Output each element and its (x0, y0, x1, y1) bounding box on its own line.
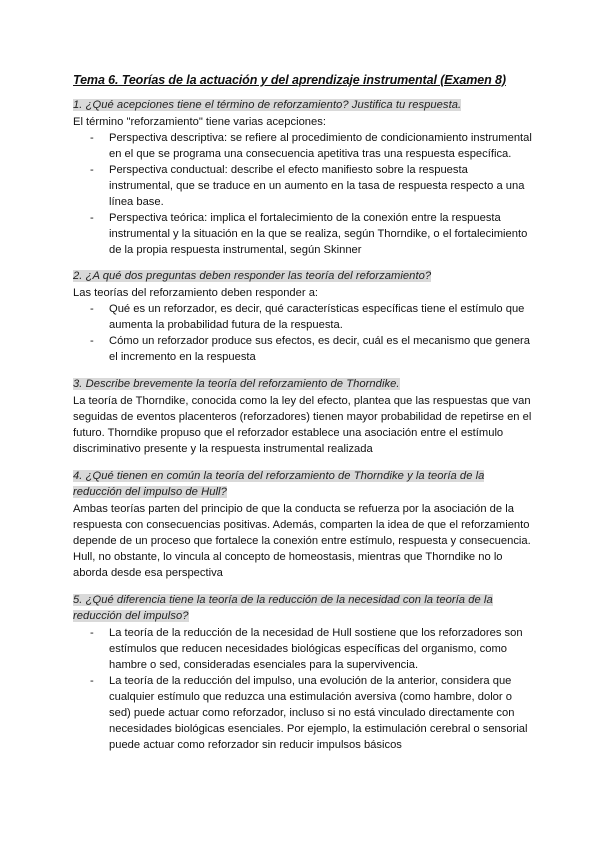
list-item: - Qué es un reforzador, es decir, qué características específicas tiene el estímulo que aumenta la probabilidad futura de la respuesta. (90, 303, 525, 331)
section-2 (73, 268, 533, 365)
section-2-list (73, 301, 533, 365)
question-4: 4. ¿Qué tienen en común la teoría del reforzamiento de Thorndike y la teoría de la reducción del impulso de Hull? (73, 470, 485, 498)
section-2-intro: Las teorías del reforzamiento deben responder a: (73, 287, 319, 299)
section-4-answer: Ambas teorías parten del principio de que la conducta se refuerza por la asociación de la respuesta con consecuencias positivas. Además, comparten la idea de que el reforzamiento depende de un proceso que fortalece la conexión entre estímulo, respuesta y consecuencia. Hull, no obstante, lo vincula al concepto de homeostasis, mientras que Thorndike no lo aborda desde esa perspectiva (73, 503, 531, 579)
list-item: - La teoría de la reducción de la necesidad de Hull sostiene que los reforzadores son estímulos que reducen necesidades biológicas específicas del organismo, como hambre o sed, consideradas esenciales para la supervivencia. (90, 627, 523, 671)
list-item: - Perspectiva conductual: describe el efecto manifiesto sobre la respuesta instrumental, que se traduce en un aumento en la tasa de respuesta respecto a una línea base. (90, 164, 525, 208)
list-item: - La teoría de la reducción del impulso, una evolución de la anterior, considera que cualquier estímulo que reduzca una estimulación aversiva (como hambre, dolor o sed) puede actuar como reforzador, incluso si no está vinculado directamente con necesidades biológicas esenciales. Por ejemplo, la estimulación cerebral o sensorial puede actuar como reforzador sin reducir impulsos básicos (90, 675, 528, 751)
question-2: 2. ¿A qué dos preguntas deben responder las teoría del reforzamiento? (73, 270, 432, 282)
section-1 (73, 97, 533, 258)
document-page (73, 72, 533, 762)
section-1-list (73, 130, 533, 258)
question-5: 5. ¿Qué diferencia tiene la teoría de la reducción de la necesidad con la teoría de la reducción del impulso? (73, 594, 493, 622)
document-title: Tema 6. Teorías de la actuación y del aprendizaje instrumental (Examen 8) (73, 73, 506, 87)
bullet-dash: - (90, 164, 94, 176)
section-4 (73, 468, 533, 581)
bullet-dash: - (90, 627, 94, 639)
list-item: - Perspectiva teórica: implica el fortalecimiento de la conexión entre la respuesta instrumental y la situación en la que se realiza, según Thorndike, o el fortalecimiento de la propia respuesta instrumental, según Skinner (90, 212, 528, 256)
bullet-dash: - (90, 132, 94, 144)
list-item: - Cómo un reforzador produce sus efectos, es decir, cuál es el mecanismo que genera el incremento en la respuesta (90, 335, 530, 363)
bullet-dash: - (90, 212, 94, 224)
section-3-answer: La teoría de Thorndike, conocida como la ley del efecto, plantea que las respuestas que van seguidas de eventos placenteros (reforzadores) tienen mayor probabilidad de repetirse en el futuro. Thorndike propuso que el reforzador establece una asociación entre el estímulo discriminativo presente y la respuesta instrumental realizada (73, 395, 532, 455)
section-5 (73, 592, 533, 753)
bullet-dash: - (90, 675, 94, 687)
section-1-intro: El término "reforzamiento" tiene varias acepciones: (73, 116, 326, 128)
bullet-dash: - (90, 303, 94, 315)
section-5-list (73, 625, 533, 753)
question-1: 1. ¿Qué acepciones tiene el término de reforzamiento? Justifica tu respuesta. (73, 99, 462, 111)
section-3 (73, 376, 533, 457)
list-item: - Perspectiva descriptiva: se refiere al procedimiento de condicionamiento instrumental en el que se programa una consecuencia apetitiva tras una respuesta específica. (90, 132, 532, 160)
bullet-dash: - (90, 335, 94, 347)
question-3: 3. Describe brevemente la teoría del reforzamiento de Thorndike. (73, 378, 400, 390)
